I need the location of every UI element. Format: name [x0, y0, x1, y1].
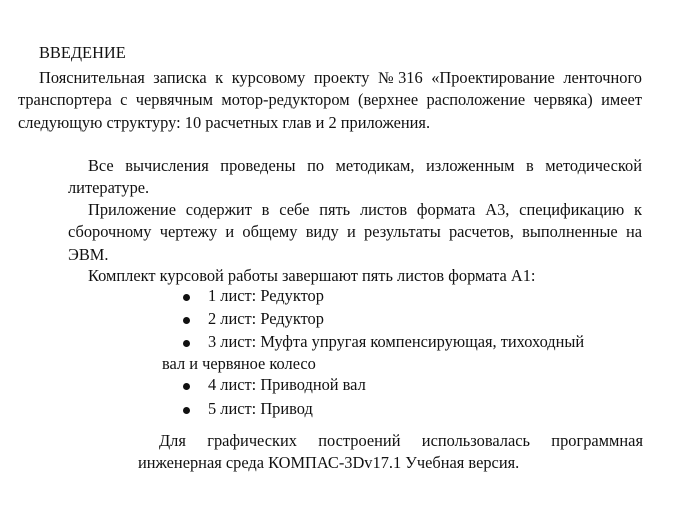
methods-paragraph: Все вычисления проведены по методикам, изложенным в методической литературе. — [68, 156, 642, 198]
list-item-text: 4 лист: Приводной вал — [208, 375, 366, 394]
bullet-icon — [183, 383, 190, 390]
section-heading: ВВЕДЕНИЕ — [39, 43, 126, 62]
list-item-continuation: вал и червяное колесо — [162, 354, 316, 373]
sheets-intro-paragraph: Комплект курсовой работы завершают пять листов формата А1: — [88, 266, 536, 285]
bullet-icon — [183, 317, 190, 324]
list-item-text: 5 лист: Привод — [208, 399, 313, 418]
list-item-text: 2 лист: Редуктор — [208, 309, 324, 328]
list-item-text: 3 лист: Муфта упругая компенсирующая, тихоходный — [208, 332, 585, 351]
software-paragraph: Для графических построений использовалась программная инженерная среда КОМПАС-3Dv17.1 Учебная версия. — [138, 431, 643, 473]
bullet-icon — [183, 340, 190, 347]
list-item-text: 1 лист: Редуктор — [208, 286, 324, 305]
bullet-icon — [183, 407, 190, 414]
intro-paragraph: Пояснительная записка к курсовому проекту №316 «Проектирование ленточного транспортера с червячным мотор-редуктором (верхнее расположение червяка) имеет следующую структуру: 10 расчетных глав и 2 приложения. — [18, 68, 642, 132]
appendix-paragraph: Приложение содержит в себе пять листов формата А3, спецификацию к сборочному чертежу и общему виду и результаты расчетов, выполненные на ЭВМ. — [68, 200, 642, 264]
bullet-icon — [183, 294, 190, 301]
